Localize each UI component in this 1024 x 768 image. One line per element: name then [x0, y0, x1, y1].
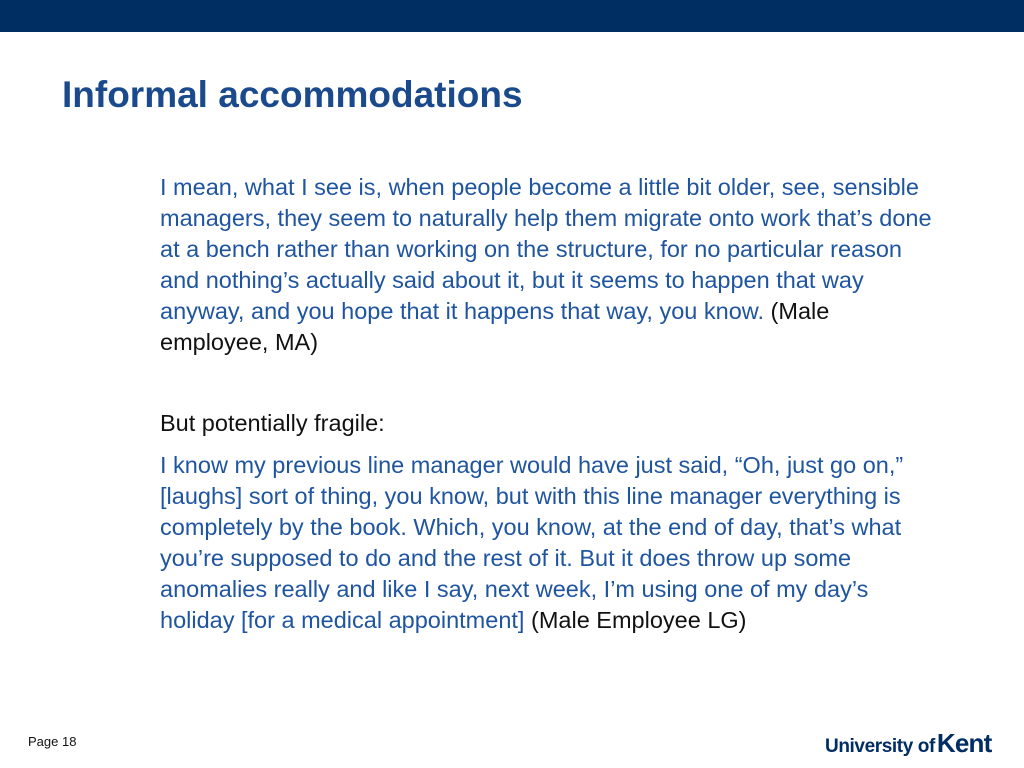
logo-text-university-of: University of [825, 736, 935, 757]
quote-2-attribution: (Male Employee LG) [531, 607, 747, 633]
quote-1-text: I mean, what I see is, when people become a little bit older, see, sensible managers, they seem to naturally help them migrate onto work that’s done at a bench rather than working on the structure, for no particular reason and nothing’s actually said about it, but it seems to happen that way anyway, and you hope that it happens that way, you know. [160, 174, 932, 324]
logo-text-kent: Kent [936, 728, 992, 758]
quote-1-attribution: (Male employee, MA) [160, 298, 830, 355]
subheading: But potentially fragile: [160, 410, 385, 436]
university-logo [825, 726, 991, 765]
page-number: Page 18 [28, 734, 77, 749]
slide-title: Informal accommodations [62, 74, 523, 115]
top-band [0, 0, 1024, 32]
quote-block-1 [160, 172, 940, 358]
quote-2-text: I know my previous line manager would have just said, “Oh, just go on,” [laughs] sort of thing, you know, but with this line manager everything is completely by the book. Which, you know, at the end of day, that’s what you’re supposed to do and the rest of it. But it does throw up some anomalies really and like I say, next week, I’m using one of my day’s holiday [for a medical appointment] [160, 452, 904, 633]
quote-block-2 [160, 450, 940, 636]
